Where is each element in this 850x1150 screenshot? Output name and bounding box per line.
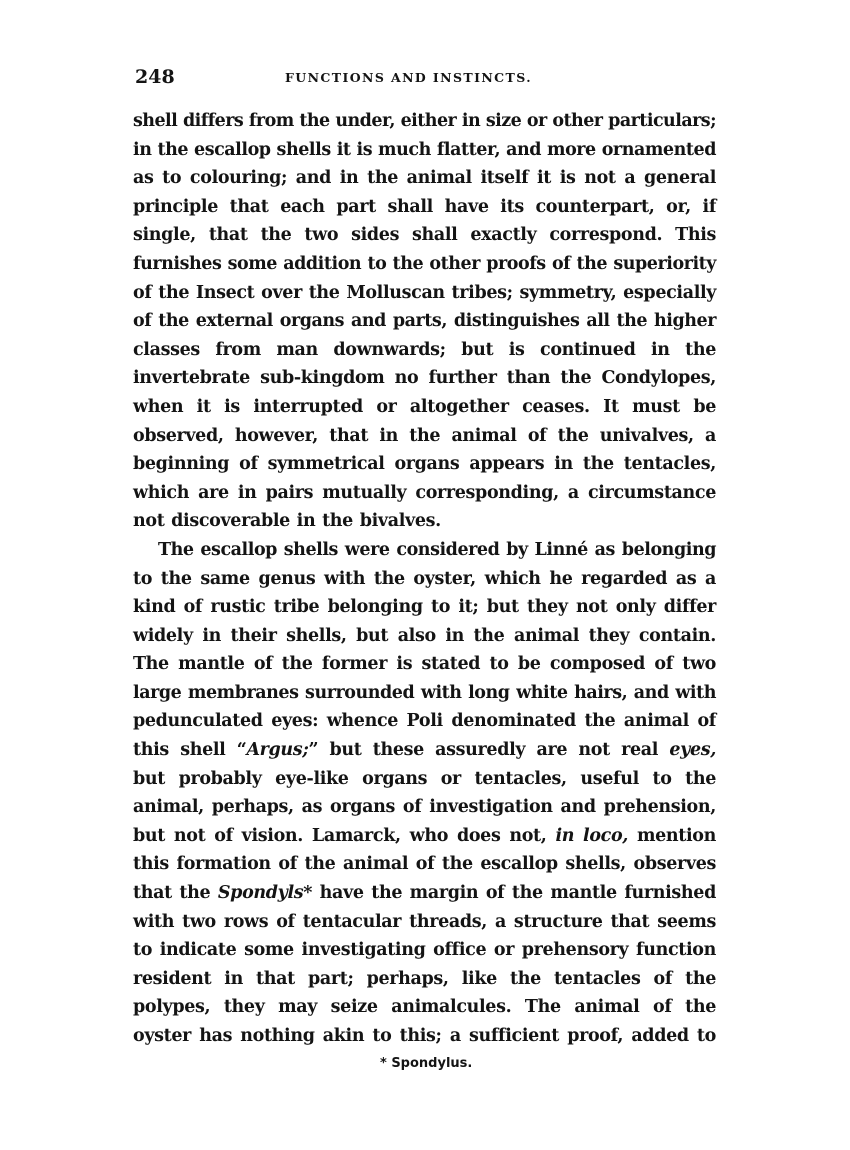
- text-line: [133, 736, 716, 765]
- text-line: to the same genus with the oyster, which he regarded as a: [133, 568, 716, 589]
- italic-text: Spondyls: [217, 883, 304, 904]
- body-text: [133, 107, 716, 1051]
- italic-text: Argus;: [246, 740, 309, 761]
- paragraph-2: [133, 536, 716, 1051]
- text-line: polypes, they may seize animalcules. The animal of the: [133, 997, 716, 1018]
- text-line: large membranes surrounded with long white hairs, and with: [133, 682, 716, 703]
- text-segment: ” but these assuredly are not real: [308, 740, 670, 761]
- italic-text: in loco,: [555, 825, 629, 846]
- text-segment: but not of vision. Lamarck, who does not,: [133, 825, 556, 846]
- text-line: furnishes some addition to the other proofs of the superiority: [133, 253, 716, 274]
- text-line: with two rows of tentacular threads, a structure that seems: [133, 911, 716, 932]
- text-line: single, that the two sides shall exactly correspond. This: [133, 225, 716, 246]
- page-header: [135, 66, 720, 88]
- text-segment: this shell “: [133, 740, 247, 761]
- text-line: but probably eye-like organs or tentacles, useful to the: [133, 768, 716, 789]
- text-line: to indicate some investigating office or prehensory function: [133, 940, 716, 961]
- paragraph-1: [133, 107, 716, 536]
- text-line: widely in their shells, but also in the animal they contain.: [133, 625, 716, 646]
- text-line: beginning of symmetrical organs appears in the tentacles,: [133, 454, 716, 475]
- text-line: not discoverable in the bivalves.: [133, 511, 441, 532]
- page-number: 248: [135, 66, 175, 88]
- footnote: * Spondylus.: [380, 1056, 473, 1071]
- text-line: resident in that part; perhaps, like the tentacles of the: [133, 968, 716, 989]
- text-line: The escallop shells were considered by Linné as belonging: [158, 539, 716, 560]
- text-line: [133, 879, 716, 908]
- text-line: classes from man downwards; but is continued in the: [133, 339, 716, 360]
- text-line: observed, however, that in the animal of the univalves, a: [133, 425, 716, 446]
- text-line: The mantle of the former is stated to be composed of two: [133, 654, 716, 675]
- text-line: [133, 822, 716, 851]
- italic-text: eyes,: [669, 740, 716, 761]
- text-line: pedunculated eyes: whence Poli denominated the animal of: [133, 711, 716, 732]
- text-line: of the Insect over the Molluscan tribes; symmetry, especially: [133, 282, 717, 303]
- text-line: animal, perhaps, as organs of investigation and prehension,: [133, 797, 716, 818]
- text-line: invertebrate sub-kingdom no further than the Condylopes,: [133, 368, 716, 389]
- text-line: when it is interrupted or altogether ceases. It must be: [133, 396, 716, 417]
- text-line: this formation of the animal of the escallop shells, observes: [133, 854, 716, 875]
- text-line: principle that each part shall have its counterpart, or, if: [133, 196, 716, 217]
- text-line: which are in pairs mutually corresponding, a circumstance: [133, 482, 716, 503]
- text-segment: * have the margin of the mantle furnished: [303, 883, 716, 904]
- running-head: FUNCTIONS AND INSTINCTS.: [285, 70, 532, 85]
- text-line: in the escallop shells it is much flatter, and more ornamented: [133, 139, 716, 160]
- text-segment: that the: [133, 883, 218, 904]
- text-line: of the external organs and parts, distinguishes all the higher: [133, 311, 716, 332]
- text-line: as to colouring; and in the animal itself it is not a general: [133, 168, 716, 189]
- text-segment: mention: [628, 825, 716, 846]
- text-line: oyster has nothing akin to this; a sufficient proof, added to: [133, 1026, 716, 1046]
- text-line: kind of rustic tribe belonging to it; but they not only differ: [133, 597, 716, 618]
- text-line: shell differs from the under, either in size or other particulars;: [133, 111, 716, 131]
